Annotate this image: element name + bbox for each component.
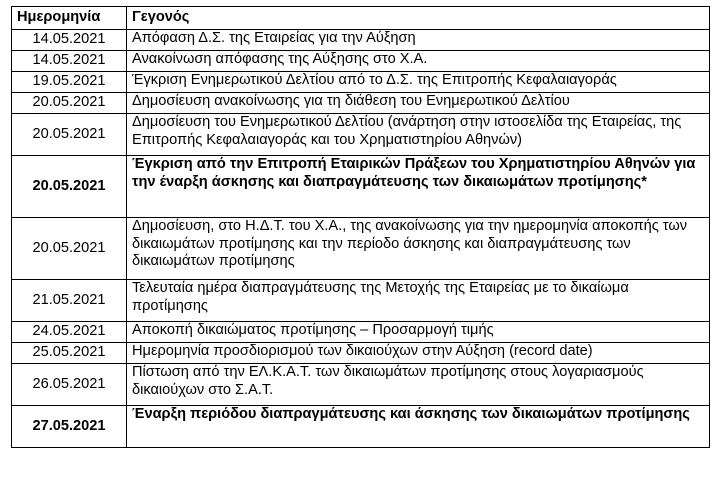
date-cell: 19.05.2021 xyxy=(12,72,127,93)
date-column-header: Ημερομηνία xyxy=(12,7,127,30)
event-cell: Τελευταία ημέρα διαπραγμάτευσης της Μετοχής της Εταιρείας με το δικαίωμα προτίμησης xyxy=(127,280,710,322)
event-cell: Δημοσίευση ανακοίνωσης για τη διάθεση του Ενημερωτικού Δελτίου xyxy=(127,93,710,114)
table-row xyxy=(12,218,710,280)
event-cell: Αποκοπή δικαιώματος προτίμησης – Προσαρμογή τιμής xyxy=(127,322,710,343)
date-cell: 26.05.2021 xyxy=(12,364,127,406)
event-cell: Έγκριση από την Επιτροπή Εταιρικών Πράξεων του Χρηματιστηρίου Αθηνών για την έναρξη άσκησης και διαπραγμάτευσης των δικαιωμάτων προτίμησης* xyxy=(127,156,710,218)
header-row xyxy=(12,7,710,30)
event-cell: Ημερομηνία προσδιορισμού των δικαιούχων στην Αύξηση (record date) xyxy=(127,343,710,364)
table-row-highlight xyxy=(12,156,710,218)
table-row xyxy=(12,51,710,72)
event-cell: Ανακοίνωση απόφασης της Αύξησης στο Χ.Α. xyxy=(127,51,710,72)
date-cell: 20.05.2021 xyxy=(12,156,127,218)
date-cell: 27.05.2021 xyxy=(12,406,127,448)
event-cell: Πίστωση από την ΕΛ.Κ.Α.Τ. των δικαιωμάτων προτίμησης στους λογαριασμούς δικαιούχων στο Σ.Α.Τ. xyxy=(127,364,710,406)
event-cell: Δημοσίευση του Ενημερωτικού Δελτίου (ανάρτηση στην ιστοσελίδα της Εταιρείας, της Επιτροπής Κεφαλαιαγοράς και του Χρηματιστηρίου Αθηνών) xyxy=(127,114,710,156)
date-cell: 20.05.2021 xyxy=(12,93,127,114)
table-row xyxy=(12,72,710,93)
table-row xyxy=(12,30,710,51)
table-row xyxy=(12,114,710,156)
event-cell: Δημοσίευση, στο Η.Δ.Τ. του Χ.Α., της ανακοίνωσης για την ημερομηνία αποκοπής των δικαιωμάτων προτίμησης και την περίοδο άσκησης και διαπραγμάτευσης των δικαιωμάτων προτίμησης xyxy=(127,218,710,280)
event-cell: Έγκριση Ενημερωτικού Δελτίου από το Δ.Σ. της Επιτροπής Κεφαλαιαγοράς xyxy=(127,72,710,93)
date-cell: 20.05.2021 xyxy=(12,218,127,280)
event-cell: Έναρξη περιόδου διαπραγμάτευσης και άσκησης των δικαιωμάτων προτίμησης xyxy=(127,406,710,448)
date-cell: 25.05.2021 xyxy=(12,343,127,364)
table-row xyxy=(12,343,710,364)
date-cell: 21.05.2021 xyxy=(12,280,127,322)
event-cell: Απόφαση Δ.Σ. της Εταιρείας για την Αύξηση xyxy=(127,30,710,51)
date-cell: 24.05.2021 xyxy=(12,322,127,343)
table-row-highlight xyxy=(12,406,710,448)
date-cell: 20.05.2021 xyxy=(12,114,127,156)
date-cell: 14.05.2021 xyxy=(12,30,127,51)
table-row xyxy=(12,280,710,322)
timeline-table xyxy=(11,6,710,448)
date-cell: 14.05.2021 xyxy=(12,51,127,72)
table-row xyxy=(12,93,710,114)
event-column-header: Γεγονός xyxy=(127,7,710,30)
table-row xyxy=(12,364,710,406)
table-row xyxy=(12,322,710,343)
